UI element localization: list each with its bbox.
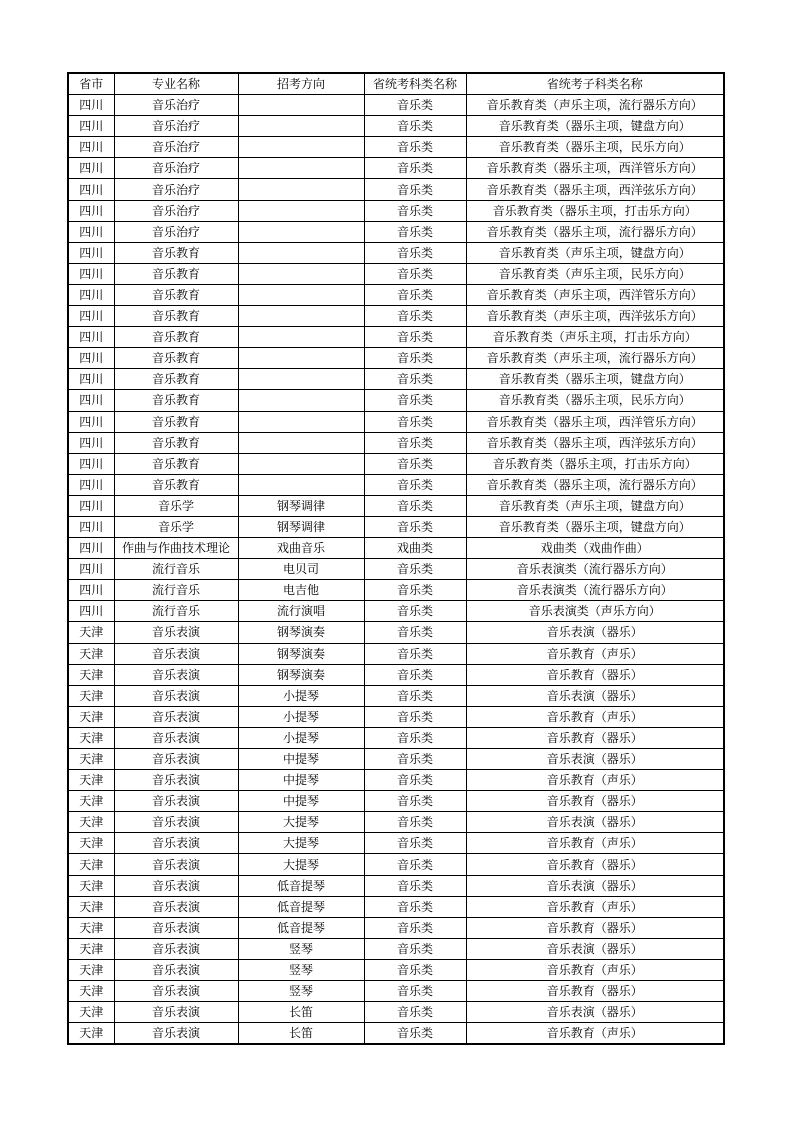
- cell-major-name: 音乐教育: [114, 390, 238, 411]
- cell-direction: 低音提琴: [238, 875, 364, 896]
- cell-exam-subcategory: 音乐教育类（声乐主项，流行器乐方向）: [466, 348, 724, 369]
- cell-major-name: 音乐表演: [114, 959, 238, 980]
- cell-major-name: 音乐表演: [114, 854, 238, 875]
- cell-major-name: 音乐治疗: [114, 137, 238, 158]
- cell-major-name: 音乐治疗: [114, 221, 238, 242]
- cell-exam-subcategory: 音乐教育类（器乐主项，民乐方向）: [466, 390, 724, 411]
- cell-exam-subcategory: 音乐表演（器乐）: [466, 812, 724, 833]
- cell-direction: 大提琴: [238, 812, 364, 833]
- cell-exam-subcategory: 音乐教育类（器乐主项，键盘方向）: [466, 116, 724, 137]
- table-row: [68, 348, 724, 369]
- cell-exam-category: 音乐类: [364, 812, 466, 833]
- cell-province: 天津: [68, 959, 114, 980]
- cell-exam-category: 音乐类: [364, 327, 466, 348]
- cell-exam-category: 音乐类: [364, 749, 466, 770]
- cell-exam-subcategory: 音乐表演类（声乐方向）: [466, 601, 724, 622]
- cell-province: 天津: [68, 875, 114, 896]
- table-row: [68, 580, 724, 601]
- cell-direction: [238, 411, 364, 432]
- cell-exam-category: 音乐类: [364, 622, 466, 643]
- cell-major-name: 音乐表演: [114, 770, 238, 791]
- cell-exam-subcategory: 音乐教育类（声乐主项，打击乐方向）: [466, 327, 724, 348]
- table-row: [68, 390, 724, 411]
- table-row: [68, 158, 724, 179]
- table-header-row: [68, 73, 724, 95]
- cell-direction: [238, 179, 364, 200]
- cell-province: 天津: [68, 727, 114, 748]
- cell-direction: 低音提琴: [238, 896, 364, 917]
- table-row: [68, 770, 724, 791]
- cell-exam-subcategory: 音乐教育类（器乐主项，流行器乐方向）: [466, 474, 724, 495]
- table-row: [68, 896, 724, 917]
- cell-province: 四川: [68, 284, 114, 305]
- cell-province: 四川: [68, 411, 114, 432]
- cell-major-name: 音乐表演: [114, 1023, 238, 1045]
- table-row: [68, 538, 724, 559]
- cell-exam-subcategory: 音乐表演（器乐）: [466, 685, 724, 706]
- cell-direction: 长笛: [238, 1023, 364, 1045]
- cell-direction: 流行演唱: [238, 601, 364, 622]
- cell-province: 四川: [68, 369, 114, 390]
- cell-exam-subcategory: 音乐教育类（声乐主项，西洋弦乐方向）: [466, 306, 724, 327]
- cell-province: 天津: [68, 706, 114, 727]
- table-row: [68, 432, 724, 453]
- cell-exam-subcategory: 音乐教育（器乐）: [466, 981, 724, 1002]
- cell-exam-subcategory: 音乐教育类（器乐主项，西洋弦乐方向）: [466, 432, 724, 453]
- cell-major-name: 音乐教育: [114, 263, 238, 284]
- cell-exam-category: 音乐类: [364, 833, 466, 854]
- cell-exam-category: 音乐类: [364, 263, 466, 284]
- table-row: [68, 137, 724, 158]
- cell-province: 四川: [68, 179, 114, 200]
- table-row: [68, 327, 724, 348]
- cell-province: 四川: [68, 200, 114, 221]
- cell-major-name: 音乐表演: [114, 981, 238, 1002]
- table-row: [68, 306, 724, 327]
- cell-direction: 竖琴: [238, 959, 364, 980]
- cell-direction: 中提琴: [238, 791, 364, 812]
- cell-major-name: 音乐教育: [114, 242, 238, 263]
- cell-direction: [238, 263, 364, 284]
- cell-major-name: 音乐表演: [114, 812, 238, 833]
- table-row: [68, 242, 724, 263]
- cell-province: 四川: [68, 116, 114, 137]
- cell-exam-subcategory: 音乐教育类（器乐主项，民乐方向）: [466, 137, 724, 158]
- cell-major-name: 音乐教育: [114, 284, 238, 305]
- cell-exam-subcategory: 音乐教育（声乐）: [466, 1023, 724, 1045]
- cell-major-name: 音乐表演: [114, 917, 238, 938]
- cell-exam-subcategory: 音乐教育（器乐）: [466, 854, 724, 875]
- cell-exam-subcategory: 音乐表演（器乐）: [466, 875, 724, 896]
- cell-exam-subcategory: 音乐教育（器乐）: [466, 664, 724, 685]
- cell-exam-category: 音乐类: [364, 770, 466, 791]
- cell-exam-category: 音乐类: [364, 959, 466, 980]
- cell-exam-subcategory: 音乐教育类（器乐主项，流行器乐方向）: [466, 221, 724, 242]
- table-row: [68, 453, 724, 474]
- cell-province: 天津: [68, 749, 114, 770]
- cell-province: 四川: [68, 95, 114, 116]
- cell-exam-category: 音乐类: [364, 559, 466, 580]
- cell-exam-category: 音乐类: [364, 474, 466, 495]
- cell-province: 四川: [68, 327, 114, 348]
- cell-exam-subcategory: 音乐教育类（器乐主项，西洋管乐方向）: [466, 411, 724, 432]
- cell-exam-category: 音乐类: [364, 601, 466, 622]
- cell-exam-category: 音乐类: [364, 516, 466, 537]
- cell-province: 四川: [68, 516, 114, 537]
- cell-major-name: 音乐教育: [114, 474, 238, 495]
- cell-exam-category: 音乐类: [364, 495, 466, 516]
- cell-exam-subcategory: 音乐教育类（声乐主项，西洋管乐方向）: [466, 284, 724, 305]
- cell-direction: 钢琴演奏: [238, 622, 364, 643]
- cell-exam-subcategory: 音乐教育类（器乐主项，打击乐方向）: [466, 200, 724, 221]
- cell-exam-category: 音乐类: [364, 706, 466, 727]
- cell-exam-category: 音乐类: [364, 917, 466, 938]
- cell-direction: 大提琴: [238, 854, 364, 875]
- cell-exam-subcategory: 音乐表演（器乐）: [466, 749, 724, 770]
- cell-exam-category: 音乐类: [364, 411, 466, 432]
- cell-exam-category: 音乐类: [364, 95, 466, 116]
- cell-major-name: 音乐治疗: [114, 158, 238, 179]
- cell-major-name: 流行音乐: [114, 580, 238, 601]
- cell-direction: 钢琴调律: [238, 516, 364, 537]
- cell-direction: [238, 390, 364, 411]
- cell-exam-category: 音乐类: [364, 116, 466, 137]
- cell-major-name: 流行音乐: [114, 601, 238, 622]
- cell-exam-subcategory: 音乐教育（器乐）: [466, 727, 724, 748]
- cell-major-name: 音乐表演: [114, 896, 238, 917]
- cell-province: 天津: [68, 622, 114, 643]
- header-exam-subcategory: 省统考子科类名称: [466, 73, 724, 95]
- header-major-name: 专业名称: [114, 73, 238, 95]
- cell-exam-subcategory: 音乐表演类（流行器乐方向）: [466, 580, 724, 601]
- cell-exam-category: 音乐类: [364, 390, 466, 411]
- cell-direction: [238, 158, 364, 179]
- table-row: [68, 643, 724, 664]
- table-row: [68, 833, 724, 854]
- cell-exam-subcategory: 音乐教育类（器乐主项，西洋弦乐方向）: [466, 179, 724, 200]
- cell-major-name: 音乐表演: [114, 749, 238, 770]
- cell-province: 天津: [68, 833, 114, 854]
- cell-major-name: 音乐表演: [114, 706, 238, 727]
- cell-exam-subcategory: 音乐教育类（器乐主项，键盘方向）: [466, 516, 724, 537]
- table-row: [68, 706, 724, 727]
- cell-province: 四川: [68, 474, 114, 495]
- cell-direction: 低音提琴: [238, 917, 364, 938]
- cell-exam-category: 音乐类: [364, 938, 466, 959]
- cell-exam-subcategory: 音乐教育类（器乐主项，键盘方向）: [466, 369, 724, 390]
- cell-exam-category: 音乐类: [364, 643, 466, 664]
- cell-exam-category: 音乐类: [364, 1023, 466, 1045]
- cell-province: 四川: [68, 601, 114, 622]
- cell-direction: 钢琴演奏: [238, 664, 364, 685]
- cell-major-name: 音乐治疗: [114, 200, 238, 221]
- table-row: [68, 1023, 724, 1045]
- cell-province: 四川: [68, 580, 114, 601]
- cell-province: 四川: [68, 137, 114, 158]
- table-row: [68, 749, 724, 770]
- table-row: [68, 179, 724, 200]
- cell-major-name: 音乐表演: [114, 791, 238, 812]
- cell-province: 天津: [68, 938, 114, 959]
- cell-direction: 钢琴调律: [238, 495, 364, 516]
- cell-province: 天津: [68, 854, 114, 875]
- table-row: [68, 791, 724, 812]
- cell-exam-subcategory: 音乐教育类（声乐主项，民乐方向）: [466, 263, 724, 284]
- cell-major-name: 音乐表演: [114, 643, 238, 664]
- cell-exam-category: 音乐类: [364, 981, 466, 1002]
- cell-exam-subcategory: 音乐教育类（器乐主项，打击乐方向）: [466, 453, 724, 474]
- cell-direction: 中提琴: [238, 749, 364, 770]
- cell-exam-subcategory: 音乐教育（器乐）: [466, 791, 724, 812]
- cell-direction: [238, 116, 364, 137]
- cell-exam-subcategory: 音乐表演（器乐）: [466, 938, 724, 959]
- cell-major-name: 音乐教育: [114, 348, 238, 369]
- cell-exam-subcategory: 音乐教育类（声乐主项，键盘方向）: [466, 242, 724, 263]
- cell-major-name: 音乐治疗: [114, 116, 238, 137]
- cell-exam-subcategory: 音乐表演（器乐）: [466, 622, 724, 643]
- table-row: [68, 981, 724, 1002]
- cell-major-name: 音乐学: [114, 495, 238, 516]
- cell-direction: [238, 453, 364, 474]
- table-row: [68, 516, 724, 537]
- cell-exam-category: 音乐类: [364, 284, 466, 305]
- cell-direction: [238, 306, 364, 327]
- header-province: 省市: [68, 73, 114, 95]
- cell-exam-category: 音乐类: [364, 664, 466, 685]
- table-row: [68, 622, 724, 643]
- table-row: [68, 875, 724, 896]
- cell-exam-category: 戏曲类: [364, 538, 466, 559]
- table-row: [68, 474, 724, 495]
- cell-exam-category: 音乐类: [364, 580, 466, 601]
- cell-exam-category: 音乐类: [364, 1002, 466, 1023]
- header-exam-category: 省统考科类名称: [364, 73, 466, 95]
- admissions-table: [67, 72, 725, 1045]
- cell-province: 天津: [68, 1002, 114, 1023]
- table-row: [68, 284, 724, 305]
- table-row: [68, 1002, 724, 1023]
- cell-exam-subcategory: 音乐表演（器乐）: [466, 1002, 724, 1023]
- cell-exam-subcategory: 音乐教育（声乐）: [466, 833, 724, 854]
- table-row: [68, 559, 724, 580]
- cell-major-name: 音乐表演: [114, 833, 238, 854]
- cell-direction: 竖琴: [238, 938, 364, 959]
- cell-major-name: 音乐表演: [114, 1002, 238, 1023]
- cell-major-name: 音乐表演: [114, 938, 238, 959]
- table-row: [68, 938, 724, 959]
- cell-direction: [238, 221, 364, 242]
- cell-province: 天津: [68, 770, 114, 791]
- cell-exam-category: 音乐类: [364, 369, 466, 390]
- cell-direction: [238, 369, 364, 390]
- table-row: [68, 495, 724, 516]
- cell-major-name: 音乐表演: [114, 622, 238, 643]
- cell-major-name: 音乐教育: [114, 306, 238, 327]
- table-row: [68, 411, 724, 432]
- cell-province: 四川: [68, 221, 114, 242]
- cell-major-name: 音乐教育: [114, 432, 238, 453]
- cell-province: 四川: [68, 432, 114, 453]
- cell-exam-category: 音乐类: [364, 896, 466, 917]
- cell-province: 四川: [68, 559, 114, 580]
- cell-exam-subcategory: 音乐教育（声乐）: [466, 896, 724, 917]
- table-row: [68, 369, 724, 390]
- cell-major-name: 作曲与作曲技术理论: [114, 538, 238, 559]
- cell-direction: 大提琴: [238, 833, 364, 854]
- cell-direction: 电吉他: [238, 580, 364, 601]
- cell-province: 四川: [68, 242, 114, 263]
- table-row: [68, 221, 724, 242]
- cell-exam-subcategory: 音乐教育类（器乐主项，西洋管乐方向）: [466, 158, 724, 179]
- cell-direction: [238, 200, 364, 221]
- cell-province: 四川: [68, 348, 114, 369]
- cell-exam-subcategory: 音乐教育（声乐）: [466, 643, 724, 664]
- table-row: [68, 664, 724, 685]
- table-body: [68, 95, 724, 1045]
- cell-province: 天津: [68, 981, 114, 1002]
- cell-exam-category: 音乐类: [364, 137, 466, 158]
- cell-exam-category: 音乐类: [364, 453, 466, 474]
- table-row: [68, 917, 724, 938]
- cell-major-name: 音乐治疗: [114, 179, 238, 200]
- cell-province: 四川: [68, 453, 114, 474]
- cell-major-name: 音乐治疗: [114, 95, 238, 116]
- cell-exam-category: 音乐类: [364, 685, 466, 706]
- cell-exam-subcategory: 音乐教育类（声乐主项，键盘方向）: [466, 495, 724, 516]
- table-row: [68, 812, 724, 833]
- cell-direction: [238, 432, 364, 453]
- cell-province: 天津: [68, 791, 114, 812]
- cell-direction: [238, 284, 364, 305]
- cell-exam-subcategory: 音乐表演类（流行器乐方向）: [466, 559, 724, 580]
- cell-direction: [238, 242, 364, 263]
- cell-direction: 长笛: [238, 1002, 364, 1023]
- cell-exam-category: 音乐类: [364, 242, 466, 263]
- cell-direction: 中提琴: [238, 770, 364, 791]
- cell-exam-subcategory: 音乐教育（声乐）: [466, 959, 724, 980]
- cell-major-name: 音乐教育: [114, 327, 238, 348]
- cell-direction: 电贝司: [238, 559, 364, 580]
- cell-province: 四川: [68, 263, 114, 284]
- cell-major-name: 音乐学: [114, 516, 238, 537]
- cell-direction: 钢琴演奏: [238, 643, 364, 664]
- cell-exam-category: 音乐类: [364, 791, 466, 812]
- cell-major-name: 音乐教育: [114, 411, 238, 432]
- cell-direction: [238, 95, 364, 116]
- cell-exam-category: 音乐类: [364, 432, 466, 453]
- cell-direction: 小提琴: [238, 685, 364, 706]
- cell-major-name: 音乐表演: [114, 875, 238, 896]
- cell-direction: 小提琴: [238, 706, 364, 727]
- cell-major-name: 音乐表演: [114, 685, 238, 706]
- cell-exam-category: 音乐类: [364, 179, 466, 200]
- cell-province: 四川: [68, 538, 114, 559]
- cell-province: 天津: [68, 685, 114, 706]
- cell-province: 天津: [68, 812, 114, 833]
- cell-direction: [238, 348, 364, 369]
- cell-direction: [238, 327, 364, 348]
- table-row: [68, 727, 724, 748]
- cell-exam-category: 音乐类: [364, 158, 466, 179]
- cell-direction: [238, 474, 364, 495]
- cell-province: 天津: [68, 1023, 114, 1045]
- cell-province: 天津: [68, 664, 114, 685]
- cell-exam-category: 音乐类: [364, 200, 466, 221]
- cell-major-name: 音乐教育: [114, 369, 238, 390]
- table-row: [68, 959, 724, 980]
- cell-direction: 戏曲音乐: [238, 538, 364, 559]
- cell-province: 天津: [68, 917, 114, 938]
- table-row: [68, 200, 724, 221]
- cell-major-name: 音乐教育: [114, 453, 238, 474]
- table-row: [68, 685, 724, 706]
- cell-exam-category: 音乐类: [364, 854, 466, 875]
- cell-major-name: 流行音乐: [114, 559, 238, 580]
- cell-exam-category: 音乐类: [364, 348, 466, 369]
- cell-major-name: 音乐表演: [114, 664, 238, 685]
- cell-province: 四川: [68, 306, 114, 327]
- cell-exam-category: 音乐类: [364, 727, 466, 748]
- cell-direction: 竖琴: [238, 981, 364, 1002]
- table-row: [68, 116, 724, 137]
- header-direction: 招考方向: [238, 73, 364, 95]
- cell-province: 四川: [68, 390, 114, 411]
- cell-exam-category: 音乐类: [364, 306, 466, 327]
- cell-exam-subcategory: 音乐教育（器乐）: [466, 917, 724, 938]
- cell-major-name: 音乐表演: [114, 727, 238, 748]
- cell-province: 四川: [68, 158, 114, 179]
- cell-province: 天津: [68, 896, 114, 917]
- cell-exam-subcategory: 音乐教育（声乐）: [466, 770, 724, 791]
- cell-exam-subcategory: 音乐教育（声乐）: [466, 706, 724, 727]
- cell-direction: 小提琴: [238, 727, 364, 748]
- table-row: [68, 854, 724, 875]
- cell-province: 天津: [68, 643, 114, 664]
- table-row: [68, 601, 724, 622]
- table-row: [68, 95, 724, 116]
- cell-province: 四川: [68, 495, 114, 516]
- cell-exam-subcategory: 戏曲类（戏曲作曲）: [466, 538, 724, 559]
- table-row: [68, 263, 724, 284]
- cell-exam-category: 音乐类: [364, 875, 466, 896]
- cell-exam-category: 音乐类: [364, 221, 466, 242]
- cell-exam-subcategory: 音乐教育类（声乐主项，流行器乐方向）: [466, 95, 724, 116]
- cell-direction: [238, 137, 364, 158]
